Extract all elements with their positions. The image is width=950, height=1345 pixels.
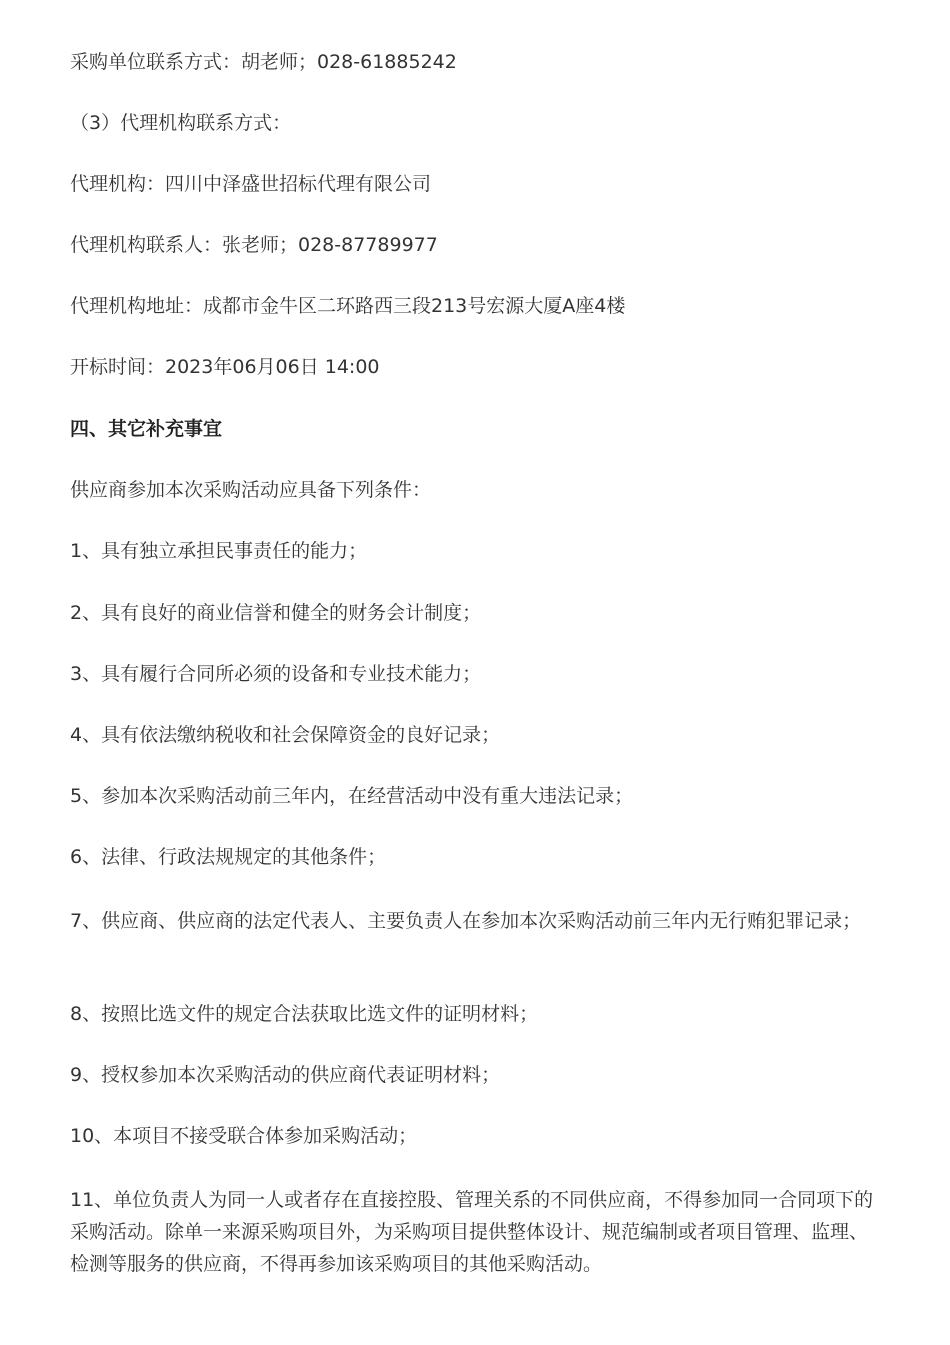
purchaser-contact: 采购单位联系方式：胡老师；028-61885242 — [70, 51, 457, 73]
condition-item: 2、具有良好的商业信誉和健全的财务会计制度； — [70, 602, 482, 624]
condition-item: 10、本项目不接受联合体参加采购活动； — [70, 1125, 418, 1147]
condition-item: 6、法律、行政法规规定的其他条件； — [70, 846, 387, 868]
condition-item: 9、授权参加本次采购活动的供应商代表证明材料； — [70, 1064, 501, 1086]
section-intro: 供应商参加本次采购活动应具备下列条件： — [70, 479, 432, 501]
agency-name: 代理机构：四川中泽盛世招标代理有限公司 — [70, 173, 432, 195]
condition-item: 5、参加本次采购活动前三年内，在经营活动中没有重大违法记录； — [70, 785, 634, 807]
condition-item: 7、供应商、供应商的法定代表人、主要负责人在参加本次采购活动前三年内无行贿犯罪记录； — [70, 910, 862, 932]
condition-item: 8、按照比选文件的规定合法获取比选文件的证明材料； — [70, 1003, 539, 1025]
condition-item: 1、具有独立承担民事责任的能力； — [70, 540, 368, 562]
agency-address: 代理机构地址：成都市金牛区二环路西三段213号宏源大厦A座4楼 — [70, 295, 626, 317]
agency-contact-person: 代理机构联系人：张老师；028-87789977 — [70, 234, 438, 256]
condition-item: 4、具有依法缴纳税收和社会保障资金的良好记录； — [70, 724, 501, 746]
condition-item: 3、具有履行合同所必须的设备和专业技术能力； — [70, 663, 482, 685]
agency-contact-header: （3）代理机构联系方式： — [70, 112, 292, 134]
section-title: 四、其它补充事宜 — [70, 418, 223, 440]
condition-item: 11、单位负责人为同一人或者存在直接控股、管理关系的不同供应商，不得参加同一合同项下的采购活动。除单一来源采购项目外，为采购项目提供整体设计、规范编制或者项目管理、监理、检测等服务的供应商，不得再参加该采购项目的其他采购活动。 — [70, 1189, 874, 1275]
bid-opening-time: 开标时间：2023年06月06日 14:00 — [70, 356, 380, 378]
